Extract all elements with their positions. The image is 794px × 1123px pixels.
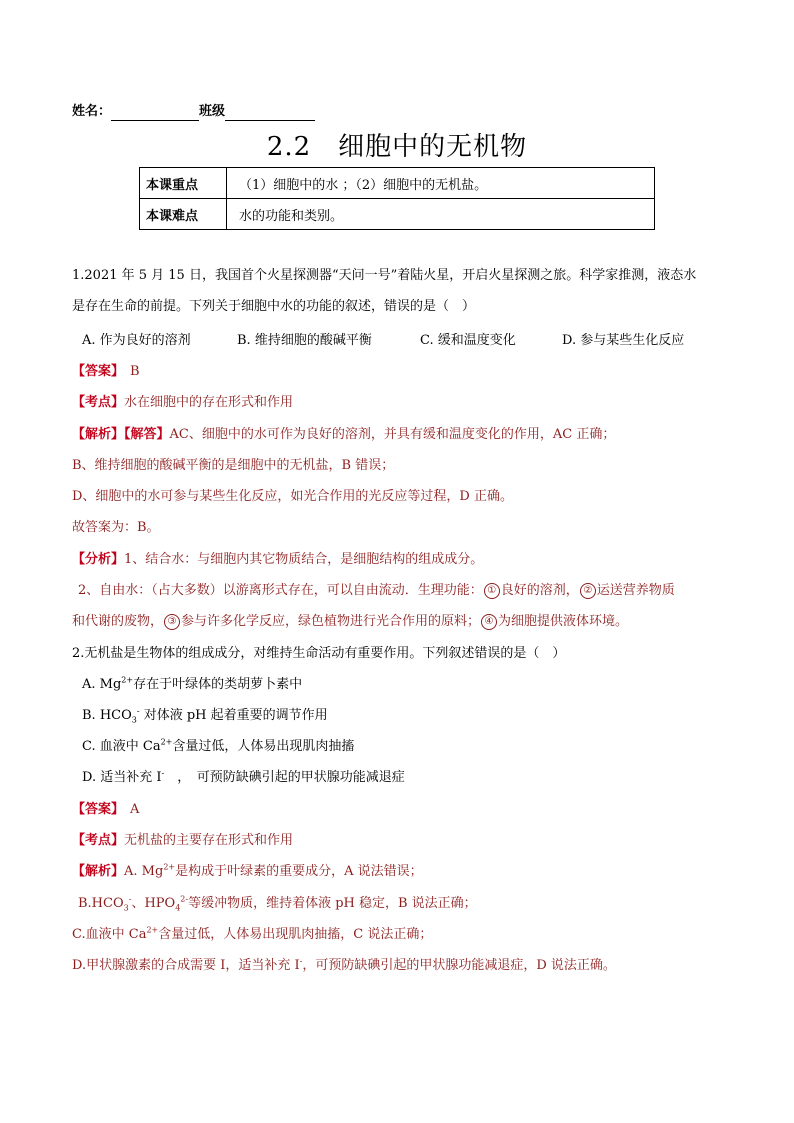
answer-tag: 【答案】 (72, 802, 125, 817)
q2-option-a[interactable] (82, 676, 302, 694)
q1-fenxi-line-3 (72, 613, 628, 631)
q1-option-a[interactable]: A. 作为良好的溶剂 (82, 333, 191, 348)
key-difficulty-label: 本课难点 (140, 199, 227, 230)
q2-point-line (72, 832, 293, 850)
q2-answer-line (72, 801, 139, 819)
q2-analysis-line-1 (72, 863, 423, 881)
circle-one-icon: ① (484, 583, 500, 599)
key-focus-label: 本课重点 (140, 168, 227, 199)
superscript: 2- (180, 894, 189, 904)
opt-text: 存在于叶绿体的类胡萝卜素中 (133, 677, 303, 692)
class-blank[interactable] (225, 106, 315, 121)
q2-option-b[interactable] (82, 707, 328, 725)
opt-text: 对体液 pH 起着重要的调节作用 (139, 708, 328, 723)
q1-fenxi-line-2 (78, 582, 675, 600)
point-tag: 【考点】 (72, 833, 125, 848)
analysis-text: D.甲状腺激素的合成需要 I，适当补充 I (72, 958, 300, 973)
subscript: 3 (131, 715, 137, 725)
analysis-text: 等缓冲物质，维持着体液 pH 稳定，B 说法正确； (188, 896, 477, 911)
q1-analysis-text: AC、细胞中的水可作为良好的溶剂，并具有缓和温度变化的作用，AC 正确； (169, 427, 616, 442)
superscript: - (136, 706, 140, 716)
q2-analysis-line-4 (72, 957, 616, 975)
q1-answer: B (130, 364, 140, 379)
fenxi-text: 运送营养物质 (596, 583, 675, 598)
circle-four-icon: ④ (481, 614, 497, 630)
table-row (140, 168, 655, 199)
superscript: 2+ (163, 862, 176, 872)
fenxi-text: 和代谢的废物， (72, 614, 164, 629)
analysis-text: ，可预防缺碘引起的甲状腺功能减退症，D 说法正确。 (302, 958, 616, 973)
key-difficulty-value: 水的功能和类别。 (227, 199, 655, 230)
subscript: 3 (123, 903, 129, 913)
opt-text: 含量过低，人体易出现肌肉抽搐 (172, 739, 355, 754)
name-class-row (72, 103, 315, 121)
key-points-table (139, 167, 655, 230)
q1-option-b[interactable]: B. 维持细胞的酸碱平衡 (237, 333, 372, 348)
q2-analysis-line-2 (78, 895, 477, 913)
class-label: 班级 (199, 104, 226, 119)
q1-fenxi-line-1 (72, 551, 483, 569)
answer-tag: 【答案】 (72, 364, 125, 379)
name-blank[interactable] (111, 106, 199, 121)
point-tag: 【考点】 (72, 395, 125, 410)
opt-text: ， 可预防缺碘引起的甲状腺功能减退症 (164, 770, 405, 785)
analysis-text: 含量过低，人体易出现肌肉抽搐，C 说法正确； (158, 927, 433, 942)
page-title: 2.2 细胞中的无机物 (266, 132, 528, 162)
superscript: 2+ (121, 675, 134, 685)
q2-option-c[interactable] (82, 738, 354, 756)
q2-answer: A (130, 802, 140, 817)
q1-stem-line-1: 1.2021 年 5 月 15 日，我国首个火星探测器“天问一号”着陆火星，开启火星探测之旅。科学家推测，液态水 (72, 268, 697, 283)
q1-analysis-line-3: D、细胞中的水可参与某些生化反应，如光合作用的光反应等过程，D 正确。 (72, 489, 513, 504)
superscript: - (128, 894, 132, 904)
q1-options (82, 332, 684, 350)
q2-point: 无机盐的主要存在形式和作用 (124, 833, 294, 848)
analysis-text: B.HCO (78, 896, 124, 911)
q1-analysis-line-1 (72, 426, 615, 444)
circle-two-icon: ② (580, 583, 596, 599)
q2-analysis-line-3 (72, 926, 432, 944)
opt-text: C. 血液中 Ca (82, 739, 161, 754)
superscript: - (161, 768, 165, 778)
subscript: 4 (175, 903, 181, 913)
q1-fenxi-text: 1、结合水：与细胞内其它物质结合，是细胞结构的组成成分。 (124, 552, 484, 567)
superscript: - (299, 956, 303, 966)
analysis-text: 是构成于叶绿素的重要成分，A 说法错误； (175, 864, 423, 879)
circle-three-icon: ③ (164, 614, 180, 630)
q1-option-c[interactable]: C. 缓和温度变化 (420, 333, 516, 348)
name-label: 姓名： (72, 104, 112, 119)
q1-option-d[interactable]: D. 参与某些生化反应 (562, 333, 685, 348)
opt-text: A. Mg (82, 677, 122, 692)
q2-stem: 2.无机盐是生物体的组成成分，对维持生命活动有重要作用。下列叙述错误的是（ ） (72, 646, 566, 661)
opt-text: B. HCO (82, 708, 132, 723)
fenxi-text: 2、自由水：（占大多数）以游离形式存在，可以自由流动．生理功能： (78, 583, 483, 598)
superscript: 2+ (146, 925, 159, 935)
opt-text: D. 适当补充 I (82, 770, 162, 785)
q2-option-d[interactable] (82, 769, 405, 787)
q1-point-line (72, 394, 293, 412)
analysis-tag: 【解析】 (72, 864, 125, 879)
fenxi-text: 良好的溶剂， (500, 583, 579, 598)
analysis-tag: 【解析】【解答】 (72, 427, 170, 442)
q1-stem-line-2: 是存在生命的前提。下列关于细胞中水的功能的叙述，错误的是（ ） (72, 299, 476, 314)
fenxi-tag: 【分析】 (72, 552, 125, 567)
superscript: 2+ (160, 737, 173, 747)
table-row (140, 199, 655, 230)
analysis-text: C.血液中 Ca (72, 927, 147, 942)
q1-analysis-line-2: B、维持细胞的酸碱平衡的是细胞中的无机盐，B 错误； (72, 458, 395, 473)
fenxi-text: 为细胞提供液体环境。 (498, 614, 629, 629)
q1-analysis-line-4: 故答案为：B。 (72, 520, 160, 535)
q1-point: 水在细胞中的存在形式和作用 (124, 395, 294, 410)
q1-answer-line (72, 363, 140, 381)
fenxi-text: 参与许多化学反应，绿色植物进行光合作用的原料； (181, 614, 481, 629)
analysis-text: 、HPO (131, 896, 176, 911)
analysis-text: A. Mg (124, 864, 164, 879)
key-focus-value: （1）细胞中的水 ；（2）细胞中的无机盐。 (227, 168, 655, 199)
